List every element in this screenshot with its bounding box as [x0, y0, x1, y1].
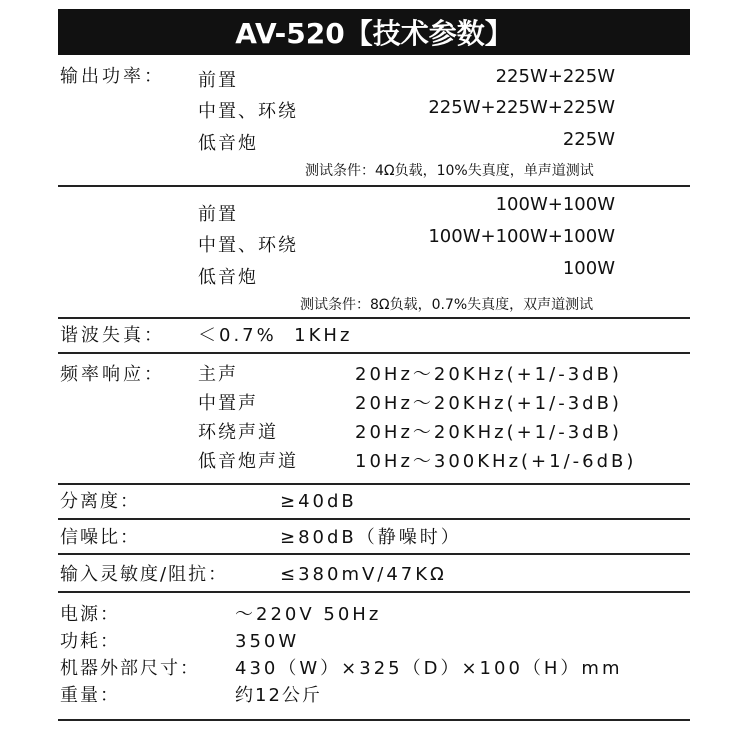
power-g1-note: 测试条件：4Ω负载，10%失真度，单声道测试	[305, 163, 594, 179]
freq-name-3: 低音炮声道	[198, 451, 298, 472]
power-label: 输出功率：	[60, 66, 165, 87]
dimensions-label: 机器外部尺寸：	[60, 658, 200, 679]
freq-label: 频率响应：	[60, 364, 165, 385]
page-title: AV-520【技术参数】	[58, 9, 690, 55]
power-g1-name-1: 中置、环绕	[198, 101, 298, 122]
divider	[58, 317, 690, 319]
power-g1-name-0: 前置	[198, 70, 238, 91]
snr-label: 信噪比：	[60, 527, 140, 548]
power-g2-note: 测试条件：8Ω负载，0.7%失真度，双声道测试	[300, 297, 594, 313]
separation-label: 分离度：	[60, 491, 140, 512]
dimensions-value: 430（W）×325（D）×100（H）mm	[235, 658, 623, 679]
divider	[58, 185, 690, 187]
thd-label: 谐波失真：	[60, 325, 165, 346]
divider	[58, 518, 690, 520]
freq-name-2: 环绕声道	[198, 422, 278, 443]
power-g1-value-0: 225W+225W	[495, 66, 615, 87]
freq-value-1: 20Hz～20KHz(+1/-3dB)	[355, 393, 622, 414]
divider	[58, 591, 690, 593]
freq-name-1: 中置声	[198, 393, 258, 414]
divider	[58, 352, 690, 354]
thd-value: ＜0.7% 1KHz	[198, 325, 353, 346]
weight-value: 约12公斤	[235, 685, 322, 706]
power-g2-value-1: 100W+100W+100W	[428, 226, 615, 247]
freq-value-2: 20Hz～20KHz(+1/-3dB)	[355, 422, 622, 443]
weight-label: 重量：	[60, 685, 120, 706]
power-g1-value-2: 225W	[562, 129, 615, 150]
divider	[58, 553, 690, 555]
power-supply-label: 电源：	[60, 604, 120, 625]
power-g2-name-2: 低音炮	[198, 267, 258, 288]
divider	[58, 483, 690, 485]
power-supply-value: ～220V 50Hz	[235, 604, 382, 625]
power-g1-name-2: 低音炮	[198, 133, 258, 154]
consumption-value: 350W	[235, 631, 300, 652]
power-g2-value-2: 100W	[562, 258, 615, 279]
separation-value: ≥40dB	[280, 491, 357, 512]
sensitivity-value: ≤380mV/47KΩ	[280, 564, 447, 585]
power-g2-name-1: 中置、环绕	[198, 235, 298, 256]
consumption-label: 功耗：	[60, 631, 120, 652]
snr-value: ≥80dB（静噪时）	[280, 527, 462, 548]
freq-name-0: 主声	[198, 364, 238, 385]
freq-value-0: 20Hz～20KHz(+1/-3dB)	[355, 364, 622, 385]
divider	[58, 719, 690, 721]
power-g2-value-0: 100W+100W	[495, 194, 615, 215]
power-g1-value-1: 225W+225W+225W	[428, 97, 615, 118]
freq-value-3: 10Hz～300KHz(+1/-6dB)	[355, 451, 637, 472]
sensitivity-label: 输入灵敏度/阻抗：	[60, 564, 229, 585]
power-g2-name-0: 前置	[198, 204, 238, 225]
